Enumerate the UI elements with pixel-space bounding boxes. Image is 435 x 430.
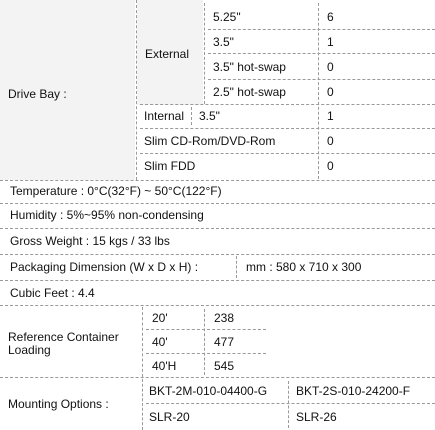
mounting-option-1: BKT-2M-010-04400-G [149,384,268,398]
section-line [0,305,435,306]
container-qty-2: 477 [214,335,235,349]
external-type-4: 2.5" hot-swap [213,85,286,99]
container-size-1: 20' [152,311,168,325]
gross-weight-row: Gross Weight : 15 kgs / 33 lbs [10,234,170,248]
slim-cd-type: Slim CD-Rom/DVD-Rom [144,134,276,148]
external-type-3: 3.5" hot-swap [213,60,286,74]
slim-fdd-type: Slim FDD [144,159,196,173]
internal-count: 1 [327,109,334,123]
container-divider [204,309,205,375]
cubic-feet-row: Cubic Feet : 4.4 [10,286,95,300]
external-count-4: 0 [327,85,334,99]
section-line [0,228,435,229]
row-line [208,79,435,80]
section-line [0,180,435,181]
row-line [146,403,435,404]
section-line [0,254,435,255]
external-divider [204,3,205,104]
row-line [208,29,435,30]
reference-divider [142,307,143,377]
packaging-label: Packaging Dimension (W x D x H) : [10,260,199,274]
drive-bay-label: Drive Bay : [8,87,67,101]
reference-container-label-2: Loading [8,343,51,357]
row-line [140,153,435,154]
row-line [140,128,435,129]
external-count-3: 0 [327,60,334,74]
slim-cd-count: 0 [327,134,334,148]
external-label: External [145,47,190,61]
external-type-1: 5.25" [213,10,241,24]
section-line [0,203,435,204]
external-type-2: 3.5" [213,35,234,49]
mounting-col-divider [288,381,289,428]
row-line [146,329,266,330]
container-qty-1: 238 [214,311,235,325]
row-line [140,104,435,105]
internal-label: Internal [144,109,185,123]
external-count-1: 6 [327,10,334,24]
humidity-row: Humidity : 5%~95% non-condensing [10,208,204,222]
mounting-divider [142,379,143,430]
packaging-value: mm : 580 x 710 x 300 [246,260,362,274]
container-size-3: 40'H [152,359,177,373]
internal-divider [191,107,192,125]
mounting-label: Mounting Options : [8,397,109,411]
reference-container-label-1: Reference Container [8,330,119,344]
section-line [0,377,435,378]
temperature-row: Temperature : 0°C(32°F) ~ 50°C(122°F) [10,184,222,198]
container-qty-3: 545 [214,359,235,373]
mounting-option-3: SLR-20 [149,410,190,424]
row-line [208,53,435,54]
internal-type: 3.5" [199,109,220,123]
section-line [0,280,435,281]
mounting-option-4: SLR-26 [296,410,337,424]
mounting-option-2: BKT-2S-010-24200-F [296,384,411,398]
container-size-2: 40' [152,335,168,349]
slim-fdd-count: 0 [327,159,334,173]
row-line [146,353,266,354]
external-count-2: 1 [327,35,334,49]
packaging-divider [236,256,237,278]
